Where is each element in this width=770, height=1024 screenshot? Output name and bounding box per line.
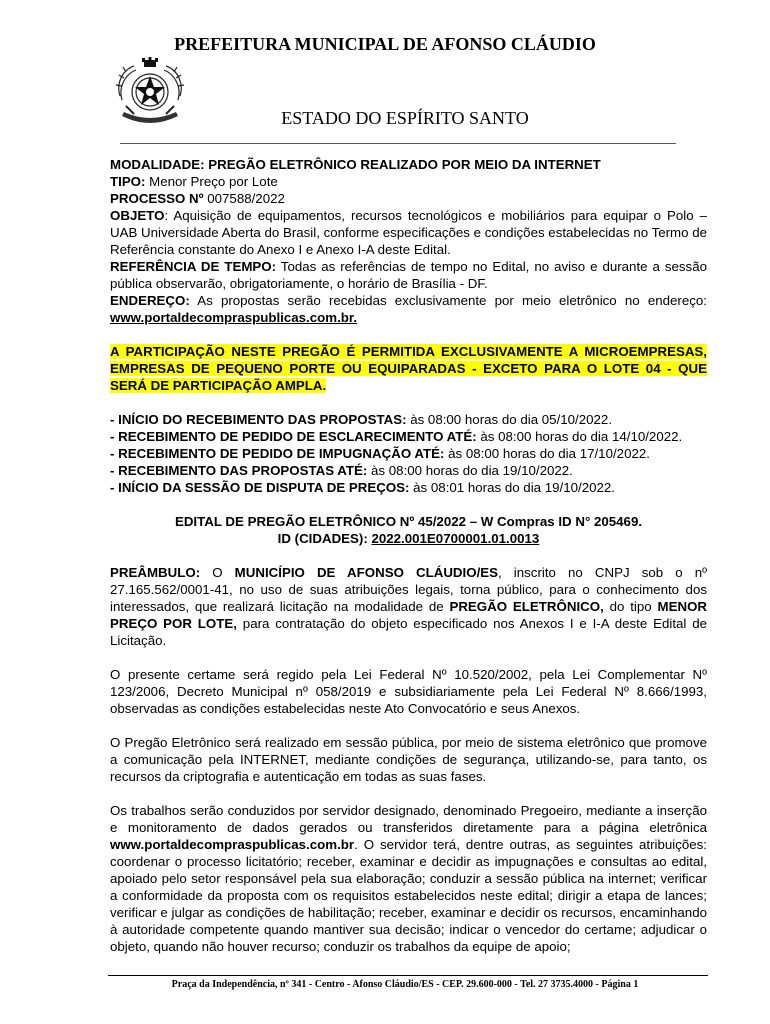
schedule-item xyxy=(110,479,707,496)
page-header-state: ESTADO DO ESPÍRITO SANTO xyxy=(281,108,529,128)
preambulo-text: , inscrito no CNPJ sob o nº 27.165.562/0001-41, no uso de suas atribuições legais, torna público, para o conhecimento dos interessados, que realizará licitação na modalidade de xyxy=(110,565,708,614)
schedule-item-label: - RECEBIMENTO DE PEDIDO DE ESCLARECIMENTO ATÉ: xyxy=(110,429,477,444)
processo-label: PROCESSO Nº xyxy=(110,191,204,206)
modalidade-line xyxy=(110,156,707,173)
modalidade-label: MODALIDADE: xyxy=(110,157,205,172)
footer-divider xyxy=(108,975,708,976)
referencia-value: Todas as referências de tempo no Edital, no aviso e durante a sessão pública observarão, obrigatoriamente, o horário de Brasília - DF. xyxy=(110,259,707,291)
schedule-item-value: às 08:00 horas do dia 19/10/2022. xyxy=(367,463,573,478)
schedule-item xyxy=(110,411,707,428)
edital-title: EDITAL DE PREGÃO ELETRÔNICO Nº 45/2022 – W Compras ID N° 205469. xyxy=(174,514,643,529)
objeto-value: : Aquisição de equipamentos, recursos tecnológicos e mobiliários para equipar o Polo – UAB Universidade Aberta do Brasil, conforme especificações e condições estabelecidas no Termo de Referência constante do Anexo I e Anexo I-A deste Edital. xyxy=(110,208,707,257)
edital-id-value: 2022.001E0700001.01.0013 xyxy=(371,531,540,546)
schedule-item-label: - INÍCIO DA SESSÃO DE DISPUTA DE PREÇOS: xyxy=(110,480,410,495)
document-body xyxy=(110,156,707,955)
preambulo-text: do tipo xyxy=(603,599,658,614)
schedule-item-value: às 08:00 horas do dia 14/10/2022. xyxy=(476,429,683,444)
session-paragraph: O Pregão Eletrônico será realizado em sessão pública, por meio de sistema eletrônico que promove a comunicação pela INTERNET, mediante condições de segurança, utilizando-se, para tanto, os recursos da criptografia e autenticação em todas as suas fases. xyxy=(110,735,707,784)
endereco-link[interactable]: www.portaldecompraspublicas.com.br. xyxy=(110,310,358,325)
preambulo-bold: PREGÃO ELETRÔNICO, xyxy=(449,599,604,614)
schedule-item-value: às 08:00 horas do dia 17/10/2022. xyxy=(444,446,650,461)
preambulo-text: para contratação do objeto especificado nos Anexos I e I-A deste Edital de Licitação. xyxy=(110,616,708,648)
endereco-label: ENDEREÇO: xyxy=(110,293,190,308)
processo-value: 007588/2022 xyxy=(207,191,285,206)
objeto-paragraph xyxy=(110,207,707,258)
preambulo-bold: MUNICÍPIO DE AFONSO CLÁUDIO/ES xyxy=(234,565,499,580)
referencia-paragraph xyxy=(110,258,707,292)
page-header-title: PREFEITURA MUNICIPAL DE AFONSO CLÁUDIO xyxy=(174,34,596,54)
schedule-item-label: - RECEBIMENTO DAS PROPOSTAS ATÉ: xyxy=(110,463,368,478)
schedule-item-label: - RECEBIMENTO DE PEDIDO DE IMPUGNAÇÃO ATÉ: xyxy=(110,446,445,461)
schedule-item xyxy=(110,428,707,445)
endereco-value: As propostas serão recebidas exclusivamente por meio eletrônico no endereço: xyxy=(197,293,707,308)
pregoeiro-text: Os trabalhos serão conduzidos por servidor designado, denominado Pregoeiro, mediante a inserção e monitoramento de dados gerados ou transferidos diretamente para a página eletrônica xyxy=(110,803,707,835)
modalidade-value: PREGÃO ELETRÔNICO REALIZADO POR MEIO DA INTERNET xyxy=(208,157,601,172)
schedule-item-label: - INÍCIO DO RECEBIMENTO DAS PROPOSTAS: xyxy=(110,412,407,427)
edital-id-label: ID (CIDADES): xyxy=(277,531,372,546)
pregoeiro-text: . O servidor terá, dentre outras, as seguintes atribuições: coordenar o processo licitatório; receber, examinar e decidir as impugnações e consultas ao edital, apoiado pelo setor responsável pela sua elaboração; conduzir a sessão pública na internet; verificar a conformidade da proposta com os requisitos estabelecidos neste edital; dirigir a etapa de lances; verificar e julgar as condições de habilitação; receber, examinar e decidir os recursos, encaminhando à autoridade competente quando mantiver sua decisão; indicar o vencedor do certame; adjudicar o objeto, quando não houver recurso; conduzir os trabalhos da equipe de apoio; xyxy=(110,837,707,954)
schedule-item-value: às 08:01 horas do dia 19/10/2022. xyxy=(409,480,615,495)
portal-link[interactable]: www.portaldecompraspublicas.com.br xyxy=(110,837,355,852)
schedule-list xyxy=(110,411,707,496)
header-divider xyxy=(120,143,676,144)
schedule-item-value: às 08:00 horas do dia 05/10/2022. xyxy=(406,412,613,427)
processo-line xyxy=(110,190,707,207)
participation-notice-text: A PARTICIPAÇÃO NESTE PREGÃO É PERMITIDA EXCLUSIVAMENTE A MICROEMPRESAS, EMPRESAS DE PEQUENO PORTE OU EQUIPARADAS - EXCETO PARA O LOTE 04 - QUE SERÁ DE PARTICIPAÇÃO AMPLA. xyxy=(110,344,707,393)
endereco-paragraph xyxy=(110,292,707,326)
participation-notice xyxy=(110,343,707,394)
legal-basis-paragraph: O presente certame será regido pela Lei Federal Nº 10.520/2002, pela Lei Complementar Nº 123/2006, Decreto Municipal nº 058/2019 e subsidiariamente pela Lei Federal Nº 8.666/1993, observadas as condições estabelecidas neste Ato Convocatório e seus Anexos. xyxy=(110,667,707,716)
schedule-item xyxy=(110,445,707,462)
schedule-item xyxy=(110,462,707,479)
objeto-label: OBJETO xyxy=(110,208,165,223)
page-footer: Praça da Independência, nº 341 - Centro - Afonso Cláudio/ES - CEP. 29.600-000 - Tel. 27 3735.4000 - Página 1 xyxy=(171,979,639,990)
preambulo-bold: MENOR PREÇO POR LOTE, xyxy=(110,599,708,631)
tipo-line xyxy=(110,173,707,190)
tipo-label: TIPO: xyxy=(110,174,146,189)
preambulo-label: PREÂMBULO: xyxy=(110,565,201,580)
edital-id xyxy=(110,530,707,547)
referencia-label: REFERÊNCIA DE TEMPO: xyxy=(110,259,277,274)
pregoeiro-paragraph xyxy=(110,802,707,955)
preambulo-text: O xyxy=(200,565,235,580)
tipo-value: Menor Preço por Lote xyxy=(149,174,278,189)
preambulo-paragraph xyxy=(110,564,707,649)
